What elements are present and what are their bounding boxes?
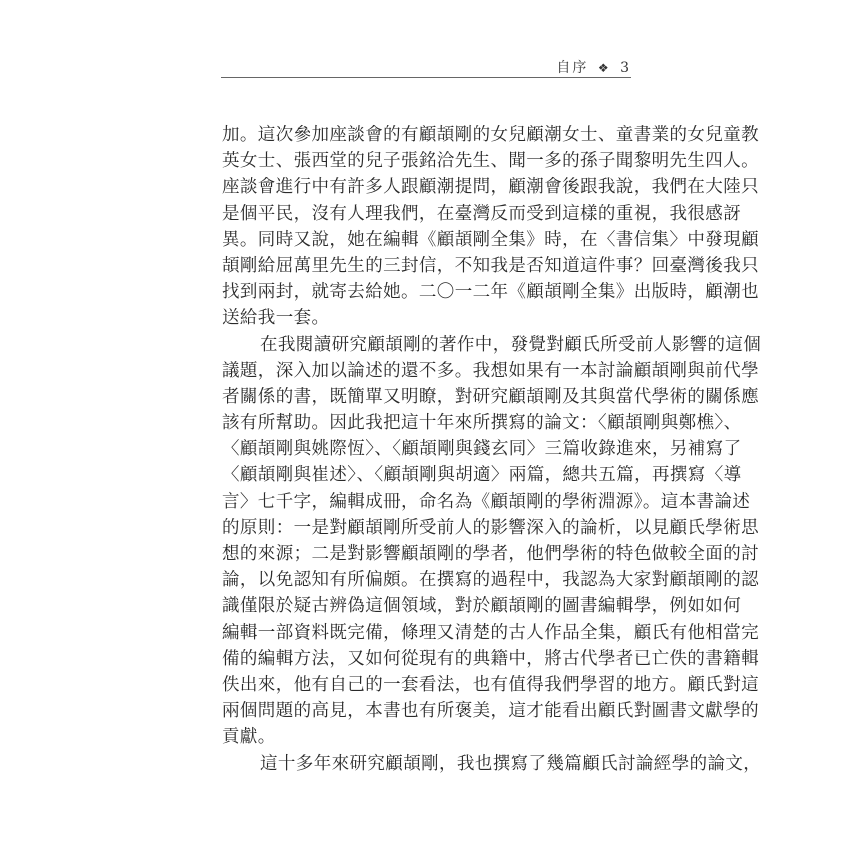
text-line: 〈顧頡剛與姚際恆〉、〈顧頡剛與錢玄同〉三篇收錄進來，另補寫了 (222, 439, 742, 460)
header-text (556, 57, 631, 77)
text-line: 論，以免認知有所偏頗。在撰寫的過程中，我認為大家對顧頡剛的認 (222, 570, 759, 591)
text-line: 識僅限於疑古辨偽這個領域，對於顧頡剛的圖書編輯學，例如如何 (222, 596, 742, 617)
text-line: 該有所幫助。因此我把這十年來所撰寫的論文：〈顧頡剛與鄭樵〉、 (222, 413, 742, 434)
text-line: 座談會進行中有許多人跟顧潮提問，顧潮會後跟我說，我們在大陸只 (222, 177, 759, 198)
text-line: 找到兩封，就寄去給她。二〇一二年《顧頡剛全集》出版時，顧潮也 (222, 282, 759, 303)
text-line: 貢獻。 (222, 727, 276, 748)
text-line: 加。這次參加座談會的有顧頡剛的女兒顧潮女士、童書業的女兒童教 (222, 125, 759, 145)
text-line: 備的編輯方法，又如何從現有的典籍中，將古代學者已亡佚的書籍輯 (222, 648, 759, 669)
page-number: 3 (620, 60, 631, 76)
text-line: 言〉七千字，編輯成冊，命名為《顧頡剛的學術淵源》。這本書論述 (222, 491, 751, 512)
header-rule (221, 77, 631, 78)
text-line: 英女士、張西堂的兒子張銘洽先生、聞一多的孫子聞黎明先生四人。 (222, 151, 759, 172)
text-line: 的原則：一是對顧頡剛所受前人的影響深入的論析，以見顧氏學術思 (222, 517, 759, 538)
text-line: 想的來源；二是對影響顧頡剛的學者，他們學術的特色做較全面的討 (222, 544, 759, 564)
text-line: 兩個問題的高見，本書也有所褒美，這才能看出顧氏對圖書文獻學的 (222, 701, 759, 722)
text-line: 送給我一套。 (222, 308, 330, 329)
text-line: 異。同時又說，她在編輯《顧頡剛全集》時，在〈書信集〉中發現顧 (222, 229, 759, 250)
text-line: 頡剛給屈萬里先生的三封信，不知我是否知道這件事？回臺灣後我只 (222, 255, 759, 276)
text-line: 佚出來，他有自己的一套看法，也有值得我們學習的地方。顧氏對這 (222, 674, 759, 695)
text-line: 是個平民，沒有人理我們，在臺灣反而受到這樣的重視，我很感訝 (222, 203, 742, 224)
section-title: 自序 (556, 60, 589, 76)
running-header (221, 55, 631, 77)
ornament-icon: ❖ (597, 61, 611, 75)
paragraph-start-line: 在我閱讀研究顧頡剛的著作中，發覺對顧氏所受前人影響的這個 (260, 334, 762, 355)
text-line: 編輯一部資料既完備，條理又清楚的古人作品全集，顧氏有他相當完 (222, 622, 759, 643)
paragraph-start-line: 這十多年來研究顧頡剛，我也撰寫了幾篇顧氏討論經學的論文， (260, 753, 762, 774)
body-text (222, 122, 762, 777)
text-line: 〈顧頡剛與崔述〉、〈顧頡剛與胡適〉兩篇，總共五篇，再撰寫〈導 (222, 465, 742, 486)
text-line: 者關係的書，既簡單又明瞭，對研究顧頡剛及其與當代學術的關係應 (222, 386, 759, 407)
text-line: 議題，深入加以論述的還不多。我想如果有一本討論顧頡剛與前代學 (222, 360, 759, 381)
